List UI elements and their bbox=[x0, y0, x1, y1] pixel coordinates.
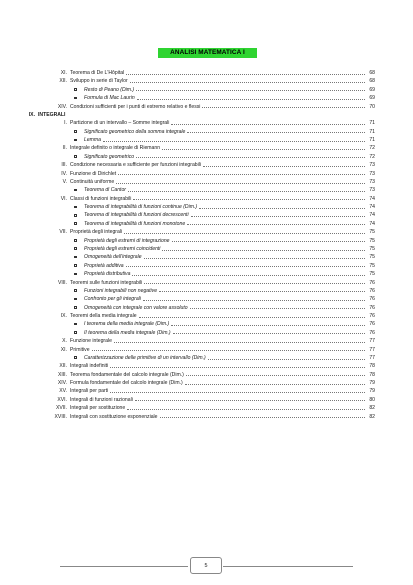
toc-entry-page: 76 bbox=[369, 304, 375, 311]
toc-entry-title: Proprietà distributiva bbox=[84, 271, 131, 278]
toc-entry-page: 75 bbox=[369, 229, 375, 236]
square-bullet-icon bbox=[74, 130, 77, 133]
toc-entry-title: Funzioni integrabili non negative bbox=[84, 287, 158, 294]
toc-entry bbox=[0, 103, 413, 111]
toc-entry-title: Proprietà additiva bbox=[84, 262, 124, 269]
square-bullet-icon bbox=[74, 306, 77, 309]
dot-leader bbox=[132, 275, 365, 276]
page-number: 5 bbox=[190, 557, 222, 574]
square-bullet-icon bbox=[74, 97, 77, 100]
dot-leader bbox=[162, 250, 365, 251]
toc-entry bbox=[0, 178, 413, 186]
dot-leader bbox=[185, 384, 365, 385]
toc-entry-page: 71 bbox=[369, 137, 375, 144]
dot-leader bbox=[92, 350, 365, 351]
toc-entry bbox=[0, 245, 413, 253]
dot-leader bbox=[143, 300, 365, 301]
square-bullet-icon bbox=[74, 323, 77, 326]
toc-entry bbox=[0, 144, 413, 152]
toc-entry-page: 75 bbox=[369, 271, 375, 278]
toc-entry-page: 77 bbox=[369, 346, 375, 353]
toc-entry-page: 75 bbox=[369, 245, 375, 252]
toc-entry-title: Teoremi sulle funzioni integrabili bbox=[70, 279, 143, 286]
toc-entry-page: 72 bbox=[369, 145, 375, 152]
toc-entry-title: Proprietà degli integrali bbox=[70, 229, 123, 236]
dot-leader bbox=[162, 149, 365, 150]
toc-entry-title: Integrali per sostituzione bbox=[70, 405, 126, 412]
toc-entry bbox=[0, 371, 413, 379]
toc-entry bbox=[0, 119, 413, 127]
dot-leader bbox=[203, 166, 365, 167]
toc-entry-title: Integrali di funzioni razionali bbox=[70, 396, 133, 403]
toc-entry bbox=[0, 186, 413, 194]
toc-entry-page: 82 bbox=[369, 413, 375, 420]
toc-entry-title: Teoremi della media integrale bbox=[70, 313, 137, 320]
toc-entry-title: Teorema fondamentale del calcolo integrale (Dim.) bbox=[70, 371, 184, 378]
toc-entry-title: Teorema di De L'Hôpital bbox=[70, 70, 125, 76]
dot-leader bbox=[190, 308, 365, 309]
dot-leader bbox=[133, 199, 365, 200]
square-bullet-icon bbox=[74, 289, 77, 292]
toc-entry bbox=[0, 111, 413, 119]
dot-leader bbox=[202, 107, 365, 108]
square-bullet-icon bbox=[74, 155, 77, 158]
square-bullet-icon bbox=[74, 239, 77, 242]
toc-entry-title: Teorema di integrabilità di funzioni decrescenti bbox=[84, 212, 189, 219]
square-bullet-icon bbox=[74, 247, 77, 250]
toc-entry-page: 82 bbox=[369, 405, 375, 412]
dot-leader bbox=[171, 325, 365, 326]
toc-entry-page: 75 bbox=[369, 237, 375, 244]
toc-entry-page: 75 bbox=[369, 254, 375, 261]
toc-entry-title: Significato geometrico bbox=[84, 153, 135, 160]
square-bullet-icon bbox=[74, 264, 77, 267]
toc-entry-page: 74 bbox=[369, 220, 375, 227]
toc-entry bbox=[0, 211, 413, 219]
footer-rule-left bbox=[60, 566, 188, 567]
toc-entry bbox=[0, 86, 413, 94]
toc-entry bbox=[0, 346, 413, 354]
toc-entry bbox=[0, 312, 413, 320]
toc-entry-page: 71 bbox=[369, 128, 375, 135]
dot-leader bbox=[171, 124, 365, 125]
toc-entry bbox=[0, 94, 413, 102]
toc-entry-page: 69 bbox=[369, 86, 375, 93]
toc-entry-number: XII. bbox=[59, 78, 67, 85]
toc-entry-page: 76 bbox=[369, 321, 375, 328]
dot-leader bbox=[160, 417, 365, 418]
toc-entry-title: Classi di funzioni integrabili bbox=[70, 195, 132, 202]
toc-entry bbox=[0, 387, 413, 395]
toc-entry-title: Continuità uniforme bbox=[70, 178, 115, 185]
toc-entry-title: Omogeneità dell'integrale bbox=[84, 254, 142, 261]
toc-entry bbox=[0, 287, 413, 295]
toc-entry-title: Teorema di integrabilità di funzioni continue (Dim.) bbox=[84, 204, 198, 211]
dot-leader bbox=[128, 191, 365, 192]
dot-leader bbox=[110, 392, 365, 393]
toc-entry bbox=[0, 128, 413, 136]
toc-entry-title: Formula fondamentale del calcolo integrale (Dim.) bbox=[70, 380, 183, 387]
square-bullet-icon bbox=[74, 214, 77, 217]
dot-leader bbox=[172, 241, 365, 242]
square-bullet-icon bbox=[74, 331, 77, 334]
square-bullet-icon bbox=[74, 356, 77, 359]
toc-entry-number: VI. bbox=[60, 195, 67, 202]
dot-leader bbox=[136, 157, 365, 158]
toc-entry bbox=[0, 379, 413, 387]
toc-entry-title: Sviluppo in serie di Taylor bbox=[70, 78, 128, 85]
toc-entry bbox=[0, 354, 413, 362]
toc-entry bbox=[0, 237, 413, 245]
toc-entry-page: 78 bbox=[369, 371, 375, 378]
dot-leader bbox=[126, 266, 365, 267]
toc-entry bbox=[0, 228, 413, 236]
square-bullet-icon bbox=[74, 256, 77, 259]
toc-entry-number: III. bbox=[61, 162, 67, 169]
toc-entry bbox=[0, 362, 413, 370]
toc-entry bbox=[0, 161, 413, 169]
dot-leader bbox=[130, 82, 365, 83]
toc-entry bbox=[0, 220, 413, 228]
toc-entry-number: XVII. bbox=[55, 405, 67, 412]
toc-entry-number: X. bbox=[62, 338, 67, 345]
toc-entry-number: IX. bbox=[28, 111, 35, 118]
toc-entry-number: XV. bbox=[59, 388, 67, 395]
toc-entry-number: IV. bbox=[61, 170, 67, 177]
toc-entry bbox=[0, 69, 413, 77]
toc-entry-page: 78 bbox=[369, 363, 375, 370]
dot-leader bbox=[135, 400, 365, 401]
square-bullet-icon bbox=[74, 189, 77, 192]
dot-leader bbox=[186, 375, 365, 376]
toc-entry-page: 75 bbox=[369, 262, 375, 269]
toc-entry-number: XIV. bbox=[57, 380, 67, 387]
toc-entry-page: 79 bbox=[369, 388, 375, 395]
dot-leader bbox=[187, 224, 365, 225]
toc-entry-page: 76 bbox=[369, 279, 375, 286]
toc-entry-title: Integrali indefiniti bbox=[70, 363, 109, 370]
toc-entry-page: 79 bbox=[369, 380, 375, 387]
toc-entry-title: Primitive bbox=[70, 346, 90, 353]
square-bullet-icon bbox=[74, 206, 77, 209]
dot-leader bbox=[208, 359, 365, 360]
toc-entry bbox=[0, 304, 413, 312]
toc-entry-page: 77 bbox=[369, 338, 375, 345]
toc-entry-title: Teorema di integrabilità di funzioni monotone bbox=[84, 220, 186, 227]
toc-entry-number: XVIII. bbox=[54, 413, 67, 420]
toc-entry bbox=[0, 170, 413, 178]
toc-entry-title: Integrali con sostituzione esponenziale bbox=[70, 413, 158, 420]
toc-entry-page: 68 bbox=[369, 70, 375, 76]
toc-entry-page: 71 bbox=[369, 120, 375, 127]
toc-entry bbox=[0, 279, 413, 287]
toc-entry-page: 72 bbox=[369, 153, 375, 160]
toc-entry-title: INTEGRALI bbox=[38, 111, 66, 118]
toc-entry-number: XIII. bbox=[57, 371, 67, 378]
footer-rule-right bbox=[223, 566, 353, 567]
toc-entry bbox=[0, 253, 413, 261]
dot-leader bbox=[139, 317, 365, 318]
toc-entry-title: Partizione di un intervallo – Somme integrali bbox=[70, 120, 170, 127]
toc-entry-number: XI. bbox=[60, 70, 67, 76]
dot-leader bbox=[118, 174, 365, 175]
toc-entry-title: Formula di Mac Laurin bbox=[84, 95, 135, 102]
toc-entry-page: 73 bbox=[369, 170, 375, 177]
dot-leader bbox=[144, 258, 365, 259]
toc-entry-number: VIII. bbox=[57, 279, 67, 286]
toc-entry bbox=[0, 203, 413, 211]
toc-entry-page: 69 bbox=[369, 95, 375, 102]
square-bullet-icon bbox=[74, 222, 77, 225]
toc-entry bbox=[0, 270, 413, 278]
toc-entry-title: Integrali per parti bbox=[70, 388, 109, 395]
toc-entry-page: 73 bbox=[369, 187, 375, 194]
toc-entry-number: I. bbox=[64, 120, 67, 127]
dot-leader bbox=[159, 291, 365, 292]
dot-leader bbox=[136, 90, 365, 91]
dot-leader bbox=[191, 216, 365, 217]
square-bullet-icon bbox=[74, 88, 77, 91]
toc-entry-page: 74 bbox=[369, 195, 375, 202]
toc-entry-title: Integrale definito o integrale di Riemann bbox=[70, 145, 161, 152]
toc-entry-title: Omogeneità con integrale con valore assoluto bbox=[84, 304, 188, 311]
dot-leader bbox=[199, 208, 365, 209]
toc-entry-title: Proprietà degli estremi di integrazione bbox=[84, 237, 170, 244]
toc-entry bbox=[0, 337, 413, 345]
toc-entry-page: 76 bbox=[369, 296, 375, 303]
toc-entry-title: II teorema della media integrale (Dim.) bbox=[84, 329, 171, 336]
toc-entry-number: XI. bbox=[60, 346, 67, 353]
toc-entry-number: XIV. bbox=[57, 103, 67, 110]
dot-leader bbox=[114, 342, 365, 343]
dot-leader bbox=[126, 74, 365, 75]
toc-entry bbox=[0, 396, 413, 404]
dot-leader bbox=[127, 409, 365, 410]
toc-entry bbox=[0, 329, 413, 337]
toc-entry bbox=[0, 195, 413, 203]
toc-entry bbox=[0, 136, 413, 144]
dot-leader bbox=[103, 141, 365, 142]
toc-entry-page: 73 bbox=[369, 162, 375, 169]
toc-entry bbox=[0, 404, 413, 412]
toc-entry-title: Significato geometrico della somma integrale bbox=[84, 128, 186, 135]
toc-entry-page: 76 bbox=[369, 313, 375, 320]
toc-entry-title: Caratterizzazione delle primitive di un intervallo (Dim.) bbox=[84, 354, 206, 361]
toc-entry bbox=[0, 262, 413, 270]
toc-entry-page: 74 bbox=[369, 204, 375, 211]
dot-leader bbox=[144, 283, 365, 284]
dot-leader bbox=[110, 367, 365, 368]
toc-entry bbox=[0, 413, 413, 421]
dot-leader bbox=[116, 183, 365, 184]
toc-entry-title: Teorema di Cantor bbox=[84, 187, 126, 194]
toc-entry-title: Lemma bbox=[84, 137, 101, 144]
toc-entry-number: XVI. bbox=[57, 396, 67, 403]
dot-leader bbox=[173, 333, 365, 334]
toc-entry-page: 68 bbox=[369, 78, 375, 85]
square-bullet-icon bbox=[74, 273, 77, 276]
toc-entry-page: 70 bbox=[369, 103, 375, 110]
toc-entry-title: Funzione di Dirichlet bbox=[70, 170, 117, 177]
toc-entry-title: Condizioni sufficienti per i punti di estremo relativo e flessi bbox=[70, 103, 201, 110]
toc-entry-title: Resto di Peano (Dim.) bbox=[84, 86, 135, 93]
toc-entry bbox=[0, 320, 413, 328]
toc-entry-number: II. bbox=[62, 145, 67, 152]
toc-entry-page: 73 bbox=[369, 178, 375, 185]
toc-entry-title: Funzione integrale bbox=[70, 338, 112, 345]
toc-entry-page: 76 bbox=[369, 329, 375, 336]
toc-entry bbox=[0, 77, 413, 85]
dot-leader bbox=[124, 233, 365, 234]
toc-entry-title: Proprietà degli estremi coincidenti bbox=[84, 245, 161, 252]
toc-entry-title: Confronto per gli integrali bbox=[84, 296, 141, 303]
toc-entry-page: 80 bbox=[369, 396, 375, 403]
toc-entry bbox=[0, 295, 413, 303]
toc-entry-page: 74 bbox=[369, 212, 375, 219]
toc-entry-title: I teorema della media integrale (Dim.) bbox=[84, 321, 170, 328]
toc-entry-number: VII. bbox=[59, 229, 67, 236]
toc-entry-title: Condizione necessaria e sufficiente per funzioni integrabili bbox=[70, 162, 202, 169]
toc-entry-number: IX. bbox=[60, 313, 67, 320]
square-bullet-icon bbox=[74, 298, 77, 301]
dot-leader bbox=[137, 99, 365, 100]
toc-entry-page: 76 bbox=[369, 287, 375, 294]
toc-entry-number: XII. bbox=[59, 363, 67, 370]
square-bullet-icon bbox=[74, 139, 77, 142]
document-title: ANALISI MATEMATICA I bbox=[158, 48, 257, 58]
toc-entry-number: V. bbox=[62, 178, 67, 185]
toc-entry bbox=[0, 153, 413, 161]
dot-leader bbox=[187, 132, 365, 133]
toc-entry-page: 77 bbox=[369, 354, 375, 361]
